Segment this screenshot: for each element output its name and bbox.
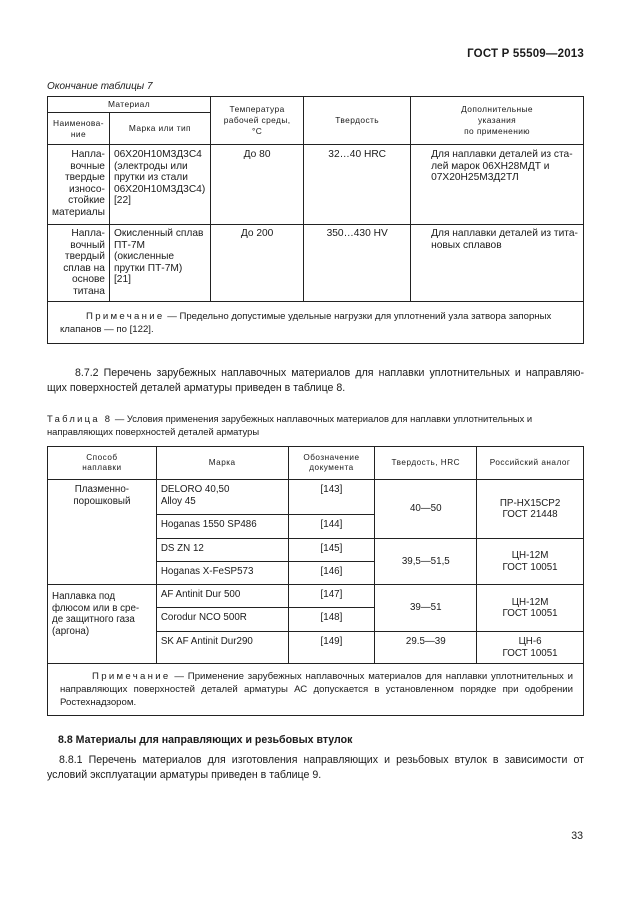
hardness-cell: 40—50 <box>375 480 477 539</box>
hardness-cell: 39,5—51,5 <box>375 539 477 585</box>
header-doc: Обозначение документа <box>288 447 375 480</box>
header-temperature: Температура рабочей среды, °С <box>210 97 303 145</box>
table-row <box>48 585 584 608</box>
table8-caption-text: — Условия применения зарубежных наплавочных материалов для наплавки уплотнительных и направляющих поверхностей деталей арматуры <box>47 413 533 437</box>
note-text: — Предельно допустимые удельные нагрузки для уплотнений узла затвора запорных клапанов — по [122]. <box>60 311 552 335</box>
brand-cell: SK AF Antinit Dur290 <box>156 632 288 664</box>
header-hardness: Твердость, HRC <box>375 447 477 480</box>
analog-cell: ЦН-12М ГОСТ 10051 <box>477 539 584 585</box>
doc-cell: [143] <box>288 480 375 515</box>
header-analog: Российский аналог <box>477 447 584 480</box>
brand-cell: DS ZN 12 <box>156 539 288 562</box>
header-name: Наименова- ние <box>48 113 110 145</box>
header-hardness: Твердость <box>304 97 411 145</box>
doc-cell: [147] <box>288 585 375 608</box>
row-grade: 06Х20Н10М3Д3С4 (электроды или прутки из стали 06Х20Н10М3Д3С4) [22] <box>109 145 210 225</box>
doc-cell: [149] <box>288 632 375 664</box>
row-notes: Для наплавки деталей из тита- новых сплавов <box>411 225 584 302</box>
header-method: Способ наплавки <box>48 447 157 480</box>
table-8 <box>47 446 584 716</box>
row-grade: Окисленный сплав ПТ-7М (окисленные прутки ПТ-7М) [21] <box>109 225 210 302</box>
row-hardness: 32…40 HRC <box>304 145 411 225</box>
doc-cell: [148] <box>288 608 375 632</box>
section-heading-8-8: 8.8 Материалы для направляющих и резьбовых втулок <box>58 734 353 746</box>
doc-cell: [144] <box>288 515 375 539</box>
brand-cell: Hoganas 1550 SP486 <box>156 515 288 539</box>
doc-cell: [146] <box>288 562 375 585</box>
row-temperature: До 200 <box>210 225 303 302</box>
table8-caption-label: Таблица 8 <box>47 413 113 424</box>
note-label: Примечание <box>92 671 171 682</box>
header-brand: Марка <box>156 447 288 480</box>
doc-cell: [145] <box>288 539 375 562</box>
table7-caption: Окончание таблицы 7 <box>47 81 153 92</box>
header-notes: Дополнительные указания по применению <box>411 97 584 145</box>
table-7 <box>47 96 584 344</box>
brand-cell: Corodur NCO 500R <box>156 608 288 632</box>
paragraph-8-8-1: 8.8.1 Перечень материалов для изготовления направляющих и резьбовых втулок в зависимости от условий эксплуатации арматуры приведен в таблице 9. <box>47 754 584 781</box>
brand-cell: AF Antinit Dur 500 <box>156 585 288 608</box>
table8-caption <box>47 412 584 438</box>
method-cell: Наплавка под флюсом или в сре- де защитного газа (аргона) <box>48 585 157 664</box>
table-row <box>48 145 584 225</box>
brand-cell: DELORO 40,50 Alloy 45 <box>156 480 288 515</box>
row-name: Напла- вочные твердые износо- стойкие материалы <box>48 145 110 225</box>
table-row <box>48 225 584 302</box>
table8-note <box>48 664 584 716</box>
paragraph-8-7-2: 8.7.2 Перечень зарубежных наплавочных материалов для наплавки уплотнительных и направляю-щих поверхностей деталей арматуры приведен в таблице 8. <box>47 367 584 394</box>
row-name: Напла- вочный твердый сплав на основе титана <box>48 225 110 302</box>
brand-cell: Hoganas X-FeSP573 <box>156 562 288 585</box>
method-cell: Плазменно- порошковый <box>48 480 157 585</box>
page-number: 33 <box>571 830 583 842</box>
row-notes: Для наплавки деталей из ста- лей марок 06ХН28МДТ и 07Х20Н25М3Д2ТЛ <box>411 145 584 225</box>
header-material: Материал <box>48 97 211 113</box>
header-grade: Марка или тип <box>109 113 210 145</box>
analog-cell: ЦН-6 ГОСТ 10051 <box>477 632 584 664</box>
table-row <box>48 480 584 515</box>
note-label: Примечание <box>86 311 165 322</box>
hardness-cell: 29.5—39 <box>375 632 477 664</box>
note-text: — Применение зарубежных наплавочных материалов для наплавки уплотнительных и направляющих поверхностей деталей арматуры АС допускается в установленном порядке при одобрении Ростехнадзором. <box>60 671 573 708</box>
analog-cell: ЦН-12М ГОСТ 10051 <box>477 585 584 632</box>
row-temperature: До 80 <box>210 145 303 225</box>
row-hardness: 350…430 HV <box>304 225 411 302</box>
document-code: ГОСТ Р 55509—2013 <box>467 48 584 60</box>
table7-note <box>48 302 584 344</box>
analog-cell: ПР-НХ15СР2 ГОСТ 21448 <box>477 480 584 539</box>
hardness-cell: 39—51 <box>375 585 477 632</box>
